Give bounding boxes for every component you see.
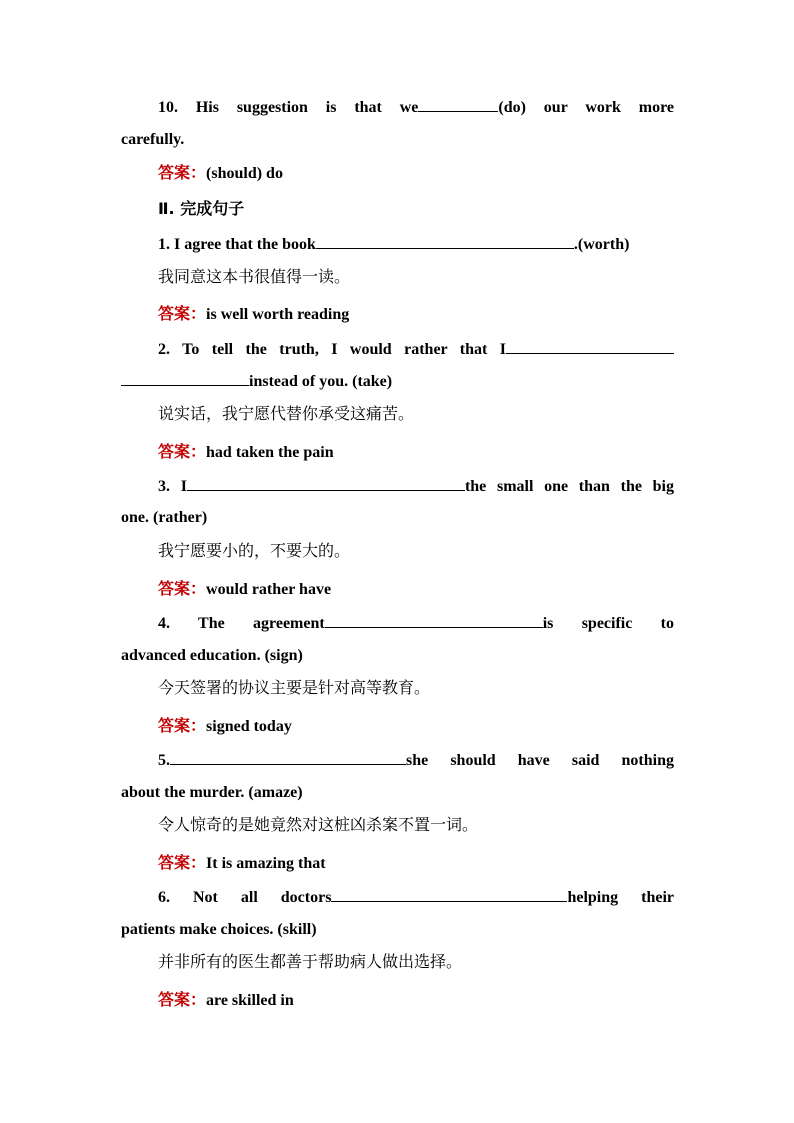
item1-answer (158, 302, 674, 326)
q10-text-b: (do) our work more (498, 99, 675, 116)
item5-line2: about the murder. (amaze) (121, 784, 303, 801)
item3-text-a: 3. I (158, 478, 187, 495)
item6-line2: patients make choices. (skill) (121, 921, 317, 938)
item2-translation: 说实话，我宁愿代替你承受这痛苦。 (158, 404, 415, 423)
item5-line1 (158, 748, 674, 772)
answer-label: 答案： (158, 716, 207, 735)
answer-label: 答案： (158, 990, 207, 1009)
item1-text-a: 1. I agree that the book (158, 236, 316, 253)
item4-blank (325, 611, 543, 628)
item4-text-b: is specific to (542, 615, 674, 632)
item2-text-a: 2. To tell the truth, I would rather that I (158, 341, 506, 358)
item6-text-a: 6. Not all doctors (158, 889, 332, 906)
item2-answer (158, 440, 674, 464)
item6-line1 (158, 885, 674, 909)
item2-blank-2 (121, 369, 249, 386)
q10-line1 (158, 95, 674, 119)
item5-text-a: 5. (158, 752, 170, 769)
item1-text-b: .(worth) (573, 236, 630, 253)
answer-text: would rather have (206, 581, 332, 598)
item4-text-a: 4. The agreement (158, 615, 325, 632)
item2-text-b: instead of you. (take) (249, 373, 393, 390)
answer-text: It is amazing that (206, 855, 326, 872)
item6-blank (331, 885, 567, 902)
item5-blank (170, 748, 406, 765)
answer-label: 答案： (158, 163, 207, 182)
item3-text-b: the small one than the big (464, 478, 674, 495)
q10-blank (418, 95, 498, 112)
item1-translation: 我同意这本书很值得一读。 (158, 267, 351, 286)
q10-line2: carefully. (121, 131, 185, 148)
q10-answer (158, 161, 674, 185)
answer-text: signed today (206, 718, 292, 735)
answer-text: is well worth reading (206, 306, 350, 323)
item2-line2 (121, 369, 674, 393)
q10-text-a: 10. His suggestion is that we (158, 99, 419, 116)
item6-answer (158, 988, 674, 1012)
item4-answer (158, 714, 674, 738)
item3-blank (187, 474, 465, 491)
item5-translation: 令人惊奇的是她竟然对这桩凶杀案不置一词。 (158, 815, 479, 834)
section-heading: Ⅱ. 完成句子 (158, 199, 245, 218)
item5-text-b: she should have said nothing (406, 752, 674, 769)
item4-line2: advanced education. (sign) (121, 647, 303, 664)
item1-blank (316, 232, 574, 249)
item4-translation: 今天签署的协议主要是针对高等教育。 (158, 678, 431, 697)
answer-text: had taken the pain (206, 444, 334, 461)
answer-text: (should) do (206, 165, 283, 182)
answer-label: 答案： (158, 853, 207, 872)
item4-line1 (158, 611, 674, 635)
answer-label: 答案： (158, 304, 207, 323)
answer-label: 答案： (158, 579, 207, 598)
item6-translation: 并非所有的医生都善于帮助病人做出选择。 (158, 952, 463, 971)
answer-label: 答案： (158, 442, 207, 461)
item3-line1 (158, 474, 674, 498)
item6-text-b: helping their (567, 889, 674, 906)
item3-line2: one. (rather) (121, 509, 208, 526)
item1-line1 (158, 232, 674, 256)
item3-answer (158, 577, 674, 601)
item2-blank-1 (506, 337, 674, 354)
item5-answer (158, 851, 674, 875)
item2-line1 (158, 337, 674, 361)
item3-translation: 我宁愿要小的，不要大的。 (158, 541, 351, 560)
answer-text: are skilled in (206, 992, 294, 1009)
